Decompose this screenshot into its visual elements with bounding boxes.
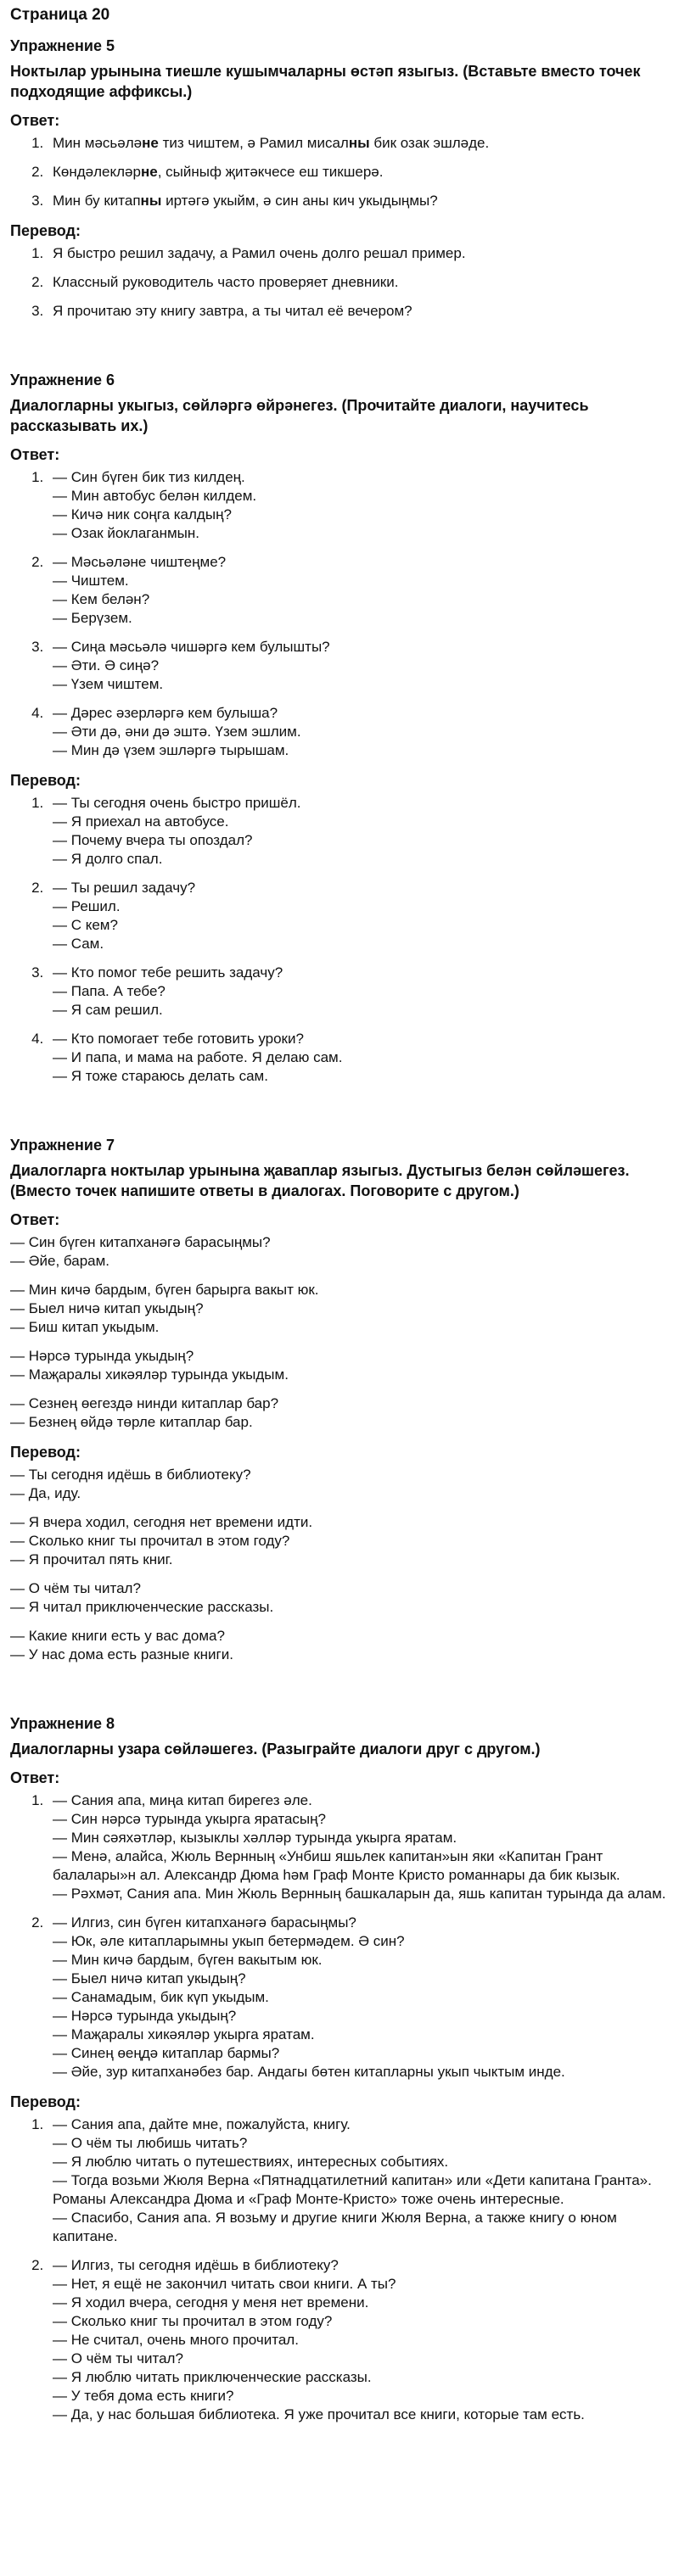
list-item	[48, 2115, 669, 2246]
exercise-8	[10, 1713, 669, 2424]
dialog-line: — Решил.	[53, 898, 121, 914]
dialog-line: — Маҗаралы хикәяләр укырга яратам.	[53, 2026, 315, 2042]
dialog-line: — Сам.	[53, 936, 104, 952]
answer-list	[10, 468, 669, 760]
list-item	[48, 553, 669, 628]
dialog-line: 1. — Сания апа, миңа китап бирегез әле.	[53, 1792, 312, 1808]
dialog-line: — Ты сегодня идёшь в библиотеку?	[10, 1467, 251, 1483]
dialog-line: — Кем белән?	[53, 591, 150, 607]
dialog-line: — С кем?	[53, 917, 118, 933]
list-item	[48, 638, 669, 694]
answer-label: Ответ:	[10, 112, 60, 129]
list-item: 1. Я быстро решил задачу, а Рамил очень долго решал пример.	[48, 244, 669, 263]
list-item	[48, 1030, 669, 1086]
exercise-6	[10, 370, 669, 1086]
text-segment: Мин бу китап	[53, 193, 141, 209]
dialog-line: — Безнең өйдә төрле китаплар бар.	[10, 1414, 253, 1430]
dialog-line: — Да, у нас большая библиотека. Я уже прочитал все книги, которые там есть.	[53, 2406, 585, 2422]
dialog-line: — Я вчера ходил, сегодня нет времени идти.	[10, 1514, 313, 1530]
dialog-line: — Рәхмәт, Сания апа. Мин Жюль Вернның башкаларын да, яшь капитан турында да алам.	[53, 1886, 666, 1902]
dialog-line: — Я ходил вчера, сегодня у меня нет времени.	[53, 2294, 369, 2311]
list-item	[48, 879, 669, 953]
dialog-line: — Не считал, очень много прочитал.	[53, 2332, 299, 2348]
dialog-block	[10, 1233, 669, 1432]
dialog-line: 2. — Илгиз, ты сегодня идёшь в библиотеку?	[53, 2257, 339, 2273]
dialog-line: — Я приехал на автобусе.	[53, 813, 229, 830]
dialog-line: — У тебя дома есть книги?	[53, 2388, 234, 2404]
dialog-line: — Әти дә, әни дә эштә. Үзем эшлим.	[53, 724, 301, 740]
dialog-line: — Нәрсә турында укыдың?	[53, 2008, 237, 2024]
dialog-line: — Спасибо, Сания апа. Я возьму и другие книги Жюля Верна, а также книгу о юном капитане.	[53, 2210, 617, 2244]
dialog-group	[10, 1394, 669, 1432]
dialog-line: — Я люблю читать приключенческие рассказы.	[53, 2369, 372, 2385]
dialog-line: 3. — Кто помог тебе решить задачу?	[53, 964, 283, 981]
dialog-line: — Мин дә үзем эшләргә тырышам.	[53, 742, 289, 758]
list-item	[48, 1914, 669, 2081]
dialog-line: — Мин сәяхәтләр, кызыклы хәлләр турында укырга яратам.	[53, 1830, 457, 1846]
dialog-group	[10, 1627, 669, 1664]
dialog-line: — Тогда возьми Жюля Верна «Пятнадцатилетний капитан» или «Дети капитана Гранта». Романы Александра Дюма и «Граф Монте-Кристо» тоже очень интересные.	[53, 2172, 652, 2207]
dialog-line: 1. — Ты сегодня очень быстро пришёл.	[53, 795, 301, 811]
dialog-line: — Сколько книг ты прочитал в этом году?	[10, 1533, 290, 1549]
dialog-line: — Мин автобус белән килдем.	[53, 488, 257, 504]
translation-label: Перевод:	[10, 222, 81, 239]
exercise-title: Упражнение 5	[10, 37, 115, 54]
exercise-5	[10, 36, 669, 321]
text-segment: , сыйныф җитәкчесе еш тикшерә.	[157, 164, 384, 180]
dialog-line: — Нет, я ещё не закончил читать свои книги. А ты?	[53, 2276, 396, 2292]
dialog-line: — Син бүген китапханәгә барасыңмы?	[10, 1234, 271, 1250]
dialog-group	[10, 1513, 669, 1569]
dialog-line: 2. — Ты решил задачу?	[53, 880, 196, 896]
dialog-line: — Озак йоклаганмын.	[53, 525, 199, 541]
dialog-line: — Быел ничә китап укыдың?	[10, 1300, 204, 1316]
dialog-line: — Быел ничә китап укыдың?	[53, 1970, 246, 1986]
affix-bold: ны	[348, 135, 370, 151]
dialog-line: — О чём ты читал?	[53, 2350, 183, 2366]
exercise-title: Упражнение 8	[10, 1715, 115, 1732]
dialog-line: — Әти. Ә сиңә?	[53, 657, 160, 673]
translation-list	[10, 244, 669, 321]
dialog-line: — И папа, и мама на работе. Я делаю сам.	[53, 1049, 343, 1065]
dialog-line: — Нәрсә турында укыдың?	[10, 1348, 194, 1364]
exercise-task: Ноктылар урынына тиешле кушымчаларны өстәп языгыз. (Вставьте вместо точек подходящие аффиксы.)	[10, 63, 641, 100]
exercise-title: Упражнение 7	[10, 1137, 115, 1154]
list-item	[48, 704, 669, 760]
translation-list	[10, 794, 669, 1086]
list-item	[48, 468, 669, 543]
dialog-line: — У нас дома есть разные книги.	[10, 1646, 233, 1662]
list-item	[48, 964, 669, 1020]
text-segment: иртәгә укыйм, ә син аны кич укыдыңмы?	[161, 193, 438, 209]
dialog-line: — Я прочитал пять книг.	[10, 1551, 173, 1567]
translation-list	[10, 2115, 669, 2424]
dialog-line: — Я сам решил.	[53, 1002, 163, 1018]
dialog-line: 2. — Мәсьәләне чиштеңме?	[53, 554, 227, 570]
dialog-line: — Мин кичә бардым, бүген барырга вакыт юк.	[10, 1282, 319, 1298]
affix-bold: не	[140, 164, 158, 180]
text-segment: тиз чиштем, ә Рамил мисал	[158, 135, 349, 151]
exercise-task: Диалогларны узара сөйләшегез. (Разыграйте диалоги друг с другом.)	[10, 1741, 541, 1757]
dialog-group	[10, 1281, 669, 1337]
dialog-line: — Юк, әле китапларымны укып бетермәдем. Ә син?	[53, 1933, 405, 1949]
list-item	[48, 134, 669, 153]
dialog-line: 2. — Илгиз, син бүген китапханәгә барасыңмы?	[53, 1914, 356, 1931]
dialog-line: — О чём ты читал?	[10, 1580, 141, 1596]
list-item	[48, 794, 669, 869]
dialog-group	[10, 1347, 669, 1384]
dialog-group	[10, 1466, 669, 1503]
text-segment: бик озак эшләде.	[369, 135, 490, 151]
list-item	[48, 1791, 669, 1903]
dialog-line: — Үзем чиштем.	[53, 676, 164, 692]
answer-list	[10, 134, 669, 210]
list-item	[48, 163, 669, 182]
answer-list	[10, 1791, 669, 2081]
dialog-line: — Синең өеңдә китаплар бармы?	[53, 2045, 280, 2061]
dialog-line: — Берүзем.	[53, 610, 132, 626]
translation-label: Перевод:	[10, 1444, 81, 1461]
dialog-line: — Мин кичә бардым, бүген вакытым юк.	[53, 1952, 323, 1968]
dialog-line: 4. — Кто помогает тебе готовить уроки?	[53, 1031, 304, 1047]
affix-bold: не	[142, 135, 159, 151]
dialog-line: — Какие книги есть у вас дома?	[10, 1628, 225, 1644]
dialog-line: — Кичә ник соңга калдың?	[53, 506, 232, 522]
list-item	[48, 2256, 669, 2424]
dialog-line: — Я читал приключенческие рассказы.	[10, 1599, 274, 1615]
dialog-group	[10, 1233, 669, 1271]
dialog-line: 1. — Син бүген бик тиз килдең.	[53, 469, 245, 485]
dialog-line: — Я тоже стараюсь делать сам.	[53, 1068, 268, 1084]
text-segment: Көндәлекләр	[53, 164, 141, 180]
dialog-line: — Чиштем.	[53, 573, 129, 589]
translation-label: Перевод:	[10, 772, 81, 789]
list-item: 3. Я прочитаю эту книгу завтра, а ты читал её вечером?	[48, 302, 669, 321]
text-segment: Мин мәсьәлә	[53, 135, 143, 151]
dialog-line: — Я люблю читать о путешествиях, интересных событиях.	[53, 2154, 449, 2170]
dialog-line: — Әйе, барам.	[10, 1253, 110, 1269]
answer-label: Ответ:	[10, 1769, 60, 1786]
dialog-line: — Почему вчера ты опоздал?	[53, 832, 253, 848]
dialog-line: — Да, иду.	[10, 1485, 81, 1501]
dialog-block	[10, 1466, 669, 1664]
exercise-title: Упражнение 6	[10, 372, 115, 388]
answer-label: Ответ:	[10, 446, 60, 463]
exercise-task: Диалогларны укыгыз, сөйләргә өйрәнегез. (Прочитайте диалоги, научитесь рассказывать их.)	[10, 397, 589, 434]
dialog-line: — Син нәрсә турында укырга яратасың?	[53, 1811, 326, 1827]
dialog-line: — О чём ты любишь читать?	[53, 2135, 248, 2151]
list-item	[48, 192, 669, 210]
dialog-line: 4. — Дәрес әзерләргә кем булыша?	[53, 705, 278, 721]
affix-bold: ны	[140, 193, 162, 209]
dialog-line: — Маҗаралы хикәяләр турында укыдым.	[10, 1366, 289, 1383]
exercise-7	[10, 1135, 669, 1664]
dialog-line: — Я долго спал.	[53, 851, 163, 867]
dialog-line: — Әйе, зур китапханәбез бар. Андагы бөтен китапларны укып чыктым инде.	[53, 2064, 565, 2080]
dialog-line: — Биш китап укыдым.	[10, 1319, 160, 1335]
dialog-line: — Менә, алайса, Жюль Вернның «Унбиш яшьлек капитан»ын яки «Капитан Грант балалары»н ал. Александр Дюма һәм Граф Монте Кристо романнары да бик кызык.	[53, 1848, 620, 1883]
dialog-line: — Сколько книг ты прочитал в этом году?	[53, 2313, 333, 2329]
translation-label: Перевод:	[10, 2093, 81, 2110]
dialog-group	[10, 1579, 669, 1617]
page-title: Страница 20	[10, 6, 110, 24]
dialog-line: 1. — Сания апа, дайте мне, пожалуйста, книгу.	[53, 2116, 351, 2132]
dialog-line: — Санамадым, бик күп укыдым.	[53, 1989, 269, 2005]
dialog-line: 3. — Сиңа мәсьәлә чишәргә кем булышты?	[53, 639, 330, 655]
dialog-line: — Папа. А тебе?	[53, 983, 166, 999]
dialog-line: — Сезнең өегездә нинди китаплар бар?	[10, 1395, 279, 1411]
list-item: 2. Классный руководитель часто проверяет дневники.	[48, 273, 669, 292]
exercise-task: Диалогларга ноктылар урынына җаваплар языгыз. Дустыгыз белән сөйләшегез. (Вместо точек напишите ответы в диалогах. Поговорите с другом.)	[10, 1162, 630, 1199]
answer-label: Ответ:	[10, 1211, 60, 1228]
